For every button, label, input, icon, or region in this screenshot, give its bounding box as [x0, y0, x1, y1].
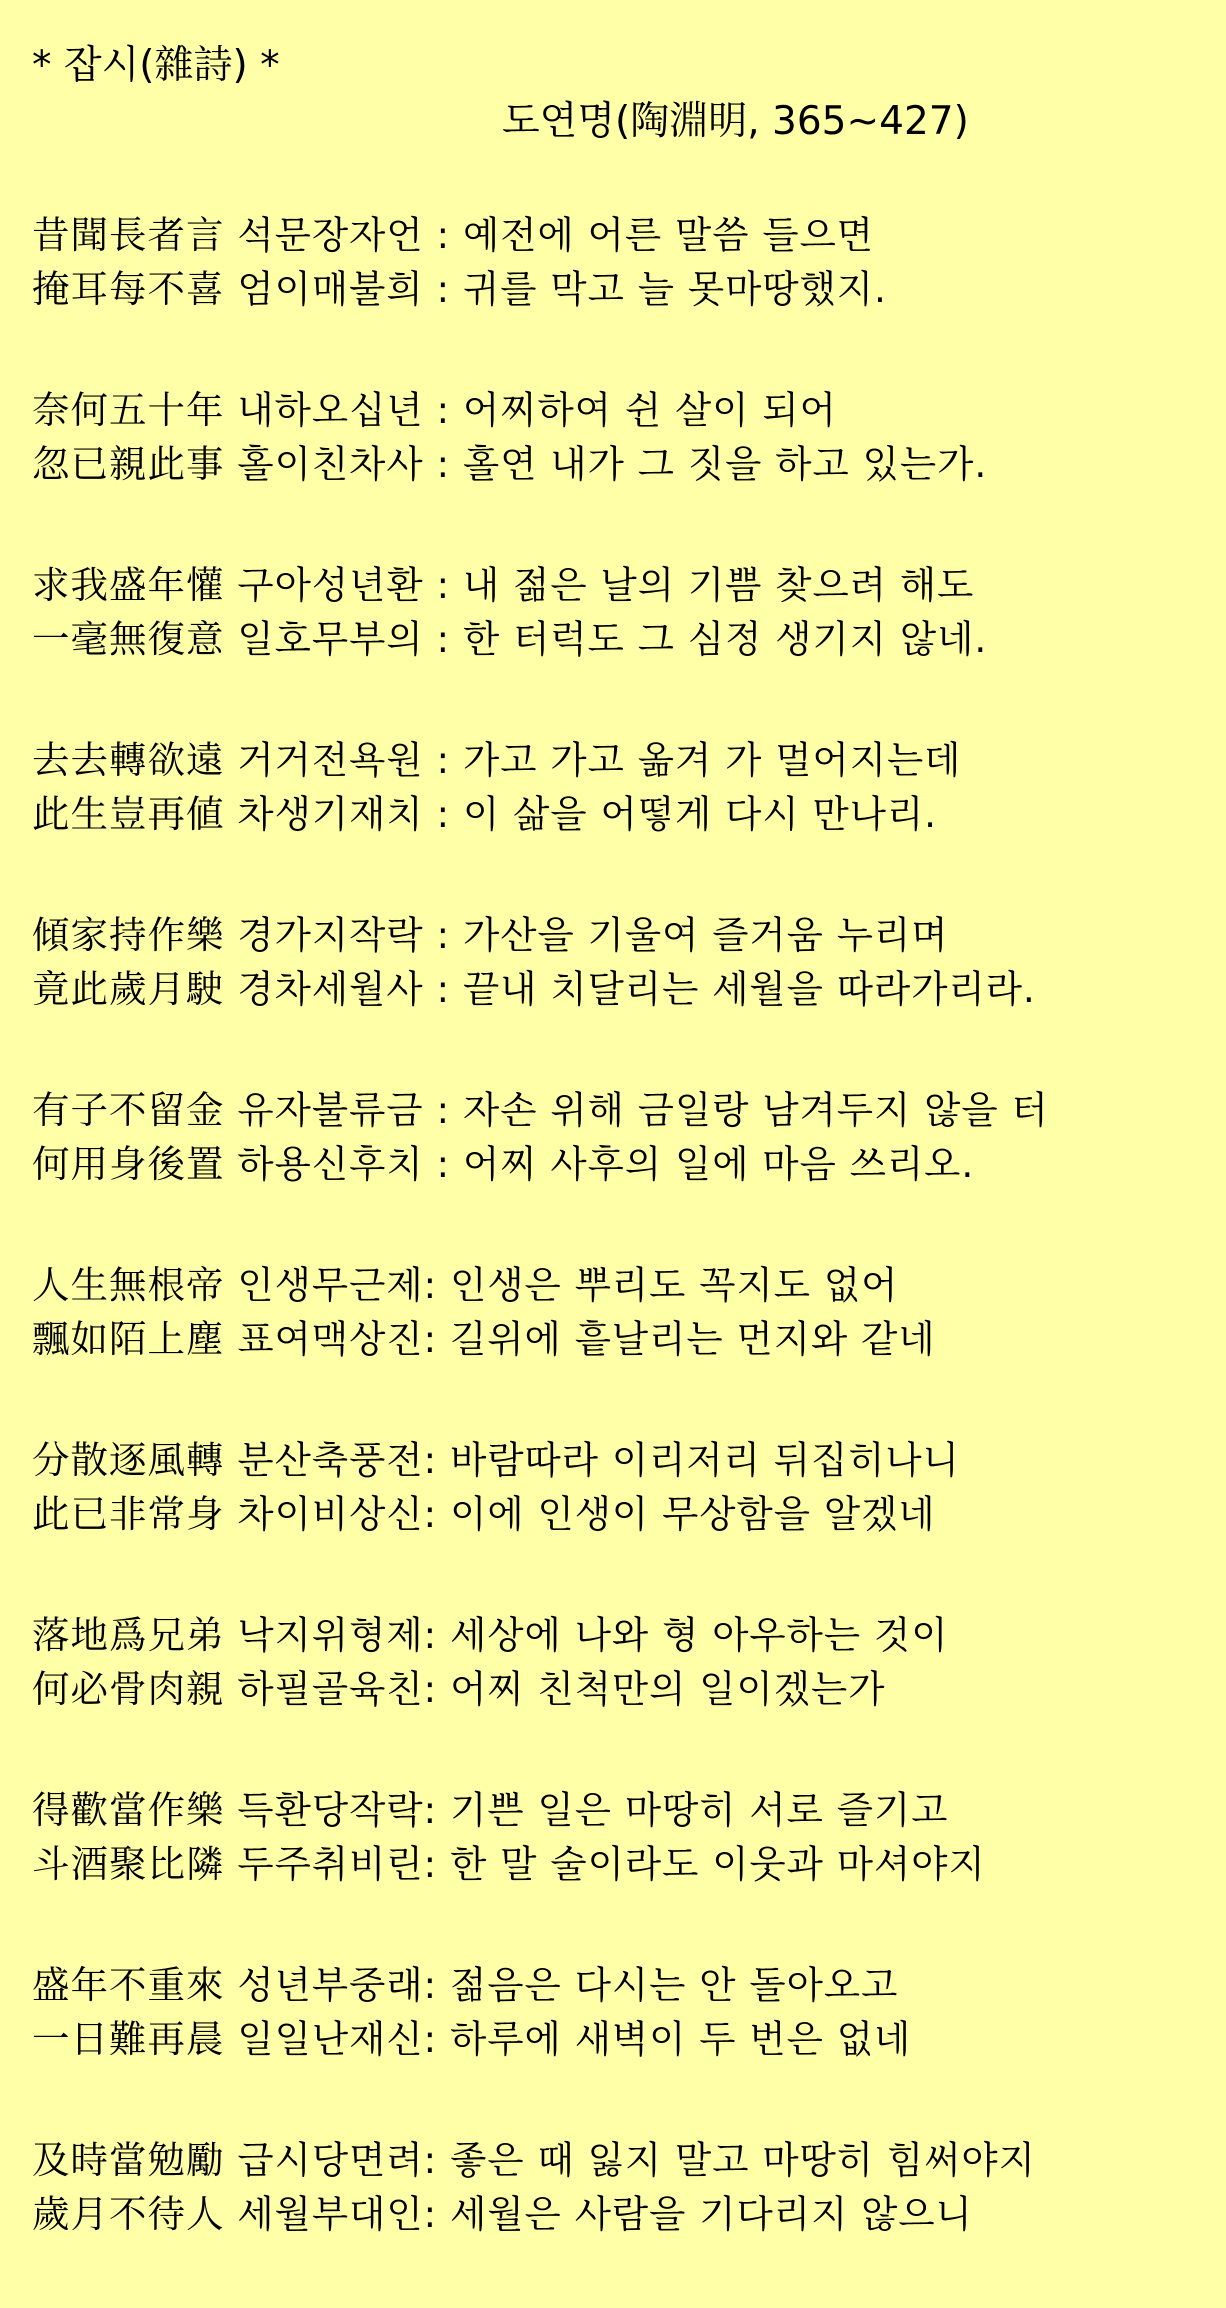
poem-line: 得歡當作樂 득환당작락: 기쁜 일은 마땅히 서로 즐기고 — [32, 1788, 949, 1832]
stanza-6 — [32, 1083, 1226, 1258]
poem-line: 奈何五十年 내하오십년 : 어찌하여 쉰 살이 되어 — [32, 388, 837, 432]
stanza-1 — [32, 208, 1226, 383]
poem-body — [32, 208, 1226, 2308]
poem-line: 歲月不待人 세월부대인: 세월은 사람을 기다리지 않으니 — [32, 2192, 973, 2236]
stanza-12 — [32, 2133, 1226, 2308]
stanza-5 — [32, 908, 1226, 1083]
poem-line: 落地爲兄弟 낙지위형제: 세상에 나와 형 아우하는 것이 — [32, 1613, 949, 1657]
stanza-10 — [32, 1783, 1226, 1958]
poem-line: 去去轉欲遠 거거전욕원 : 가고 가고 옮겨 가 멀어지는데 — [32, 738, 962, 782]
poem-author: 도연명(陶淵明, 365~427) — [502, 99, 969, 144]
stanza-3 — [32, 558, 1226, 733]
poem-line: 昔聞長者言 석문장자언 : 예전에 어른 말씀 들으면 — [32, 213, 875, 257]
stanza-11 — [32, 1958, 1226, 2133]
poem-line: 盛年不重來 성년부중래: 젊음은 다시는 안 돌아오고 — [32, 1963, 899, 2007]
poem-line: 一毫無復意 일호무부의 : 한 터럭도 그 심정 생기지 않네. — [32, 617, 988, 661]
poem-line: 及時當勉勵 급시당면려: 좋은 때 잃지 말고 마땅히 힘써야지 — [32, 2138, 1036, 2182]
poem-title: * 잡시(雜詩) * — [32, 43, 280, 88]
stanza-8 — [32, 1433, 1226, 1608]
poem-line: 有子不留金 유자불류금 : 자손 위해 금일랑 남겨두지 않을 터 — [32, 1088, 1049, 1132]
stanza-7 — [32, 1258, 1226, 1433]
poem-line: 人生無根帝 인생무근제: 인생은 뿌리도 꼭지도 없어 — [32, 1263, 899, 1307]
poem-line: 忽已親此事 홀이친차사 : 홀연 내가 그 짓을 하고 있는가. — [32, 442, 988, 486]
stanza-4 — [32, 733, 1226, 908]
poem-line: 掩耳每不喜 엄이매불희 : 귀를 막고 늘 못마땅했지. — [32, 267, 887, 311]
poem-line: 飄如陌上塵 표여맥상진: 길위에 흩날리는 먼지와 같네 — [32, 1317, 936, 1361]
poem-line: 斗酒聚比隣 두주취비린: 한 말 술이라도 이웃과 마셔야지 — [32, 1842, 986, 1886]
poem-line: 傾家持作樂 경가지작락 : 가산을 기울여 즐거움 누리며 — [32, 913, 949, 957]
stanza-9 — [32, 1608, 1226, 1783]
poem-line: 何必骨肉親 하필골육친: 어찌 친척만의 일이겠는가 — [32, 1667, 886, 1711]
poem-line: 何用身後置 하용신후치 : 어찌 사후의 일에 마음 쓰리오. — [32, 1142, 975, 1186]
poem-line: 此已非常身 차이비상신: 이에 인생이 무상함을 알겠네 — [32, 1492, 936, 1536]
stanza-2 — [32, 383, 1226, 558]
poem-line: 竟此歲月駛 경차세월사 : 끝내 치달리는 세월을 따라가리라. — [32, 967, 1036, 1011]
poem-line: 一日難再晨 일일난재신: 하루에 새벽이 두 번은 없네 — [32, 2017, 912, 2061]
poem-line: 求我盛年懽 구아성년환 : 내 젊은 날의 기쁨 찾으려 해도 — [32, 563, 975, 607]
poem-line: 此生豈再値 차생기재치 : 이 삶을 어떻게 다시 만나리. — [32, 792, 938, 836]
poem-line: 分散逐風轉 분산축풍전: 바람따라 이리저리 뒤집히나니 — [32, 1438, 960, 1482]
